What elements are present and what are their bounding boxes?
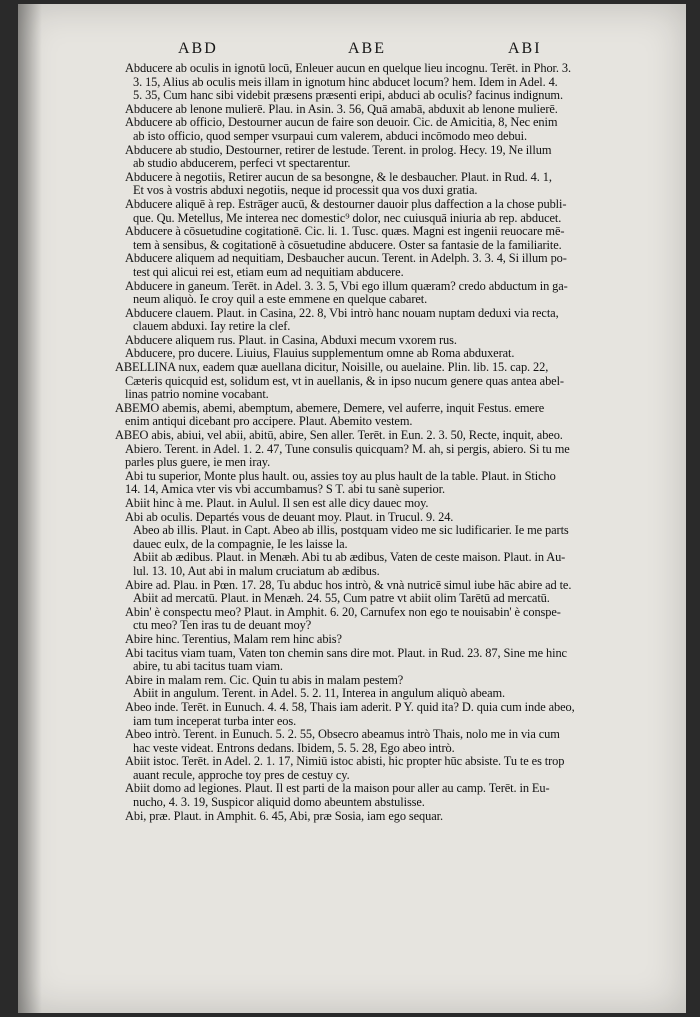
dictionary-text-column [115, 62, 675, 823]
running-head-right: ABI [508, 40, 542, 57]
text-line: Abiit ad mercatū. Plaut. in Menæh. 24. 55, Cum patre vt abiit olim Tarētū ad mercatū. [133, 592, 550, 606]
text-line: hac veste videat. Entrons dedans. Ibidem, 5. 5. 28, Ego abeo intrò. [133, 741, 455, 755]
running-head [18, 40, 686, 60]
running-head-left: ABD [178, 40, 218, 57]
text-line: Abducere ab officio, Destourner aucun de faire son deuoir. Cic. de Amicitia, 8, Nec enim [125, 116, 558, 130]
running-head-center: ABE [348, 40, 386, 57]
text-line: ABELLINA nux, eadem quæ auellana dicitur, Noisille, ou auelaine. Plin. lib. 15. cap. 22, [115, 361, 549, 375]
text-line: ABEMO abemis, abemi, abemptum, abemere, Demere, vel auferre, inquit Festus. emere [115, 401, 545, 415]
text-line: Abeo ab illis. Plaut. in Capt. Abeo ab illis, postquam video me sic ludificarier. Ie me parts [133, 524, 569, 538]
text-line: parles plus guere, ie men iray. [125, 456, 271, 470]
text-line: Abducere ab lenone mulierē. Plau. in Asin. 3. 56, Quā amabā, abduxit ab lenone mulierē. [125, 102, 558, 116]
text-line: Abiit hinc à me. Plaut. in Aulul. Il sen est alle dicy dauec moy. [125, 497, 429, 510]
text-line: lul. 13. 10, Aut abi in malum cruciatum ab ædibus. [133, 564, 380, 578]
text-line: Abiit istoc. Terēt. in Adel. 2. 1. 17, Nimiū istoc abisti, hic propter hūc absiste. Tu te es trop [125, 755, 565, 769]
text-line: Abducere clauem. Plaut. in Casina, 22. 8, Vbi intrò hanc nouam nuptam deduxi via recta, [125, 306, 559, 320]
text-line: ab studio abducerem, perfeci vt spectarentur. [133, 157, 351, 171]
text-line: que. Qu. Metellus, Me interea nec domestic⁹ dolor, nec cuiusquā iniuria ab rep. abducet. [133, 211, 562, 225]
text-line: Abiit in angulum. Terent. in Adel. 5. 2. 11, Interea in angulum aliquò abeam. [133, 687, 506, 701]
text-line: Cæteris quicquid est, solidum est, vt in auellanis, & in ipso nucum genere quas antea abel- [125, 374, 564, 388]
text-line: Abi tacitus viam tuam, Vaten ton chemin sans dire mot. Plaut. in Rud. 23. 87, Sine me hinc [125, 646, 567, 660]
text-line: Abducere à negotiis, Retirer aucun de sa besongne, & le desbaucher. Plaut. in Rud. 4. 1, [125, 170, 552, 184]
text-line: Abi, præ. Plaut. in Amphit. 6. 45, Abi, præ Sosia, iam ego sequar. [125, 809, 443, 823]
text-line: neum aliquò. Ie croy quil a este emmene en quelque cabaret. [133, 293, 428, 307]
text-line: 14. 14, Amica vter vis vbi accumbamus? S T. abi tu sanè superior. [125, 483, 445, 497]
book-page [18, 4, 686, 1013]
text-line: Abducere à cōsuetudine cogitationē. Cic. li. 1. Tusc. quæs. Magni est ingenii reuocare mē- [125, 225, 565, 239]
text-line: Abducere ab studio, Destourner, retirer de lestude. Terent. in prolog. Hecy. 19, Ne illum [125, 143, 552, 157]
text-line: Abducere aliquem rus. Plaut. in Casina, Abduxi mecum vxorem rus. [125, 333, 457, 347]
text-line: Abeo inde. Terēt. in Eunuch. 4. 4. 58, Thais iam aderit. P Y. quid ita? D. quia cum inde abeo, [125, 700, 575, 714]
text-line: Abducere aliquē à rep. Estrāger aucū, & destourner dauoir plus daffection a la chose publi- [125, 197, 567, 211]
text-line: iam tum inceperat turba inter eos. [133, 714, 297, 728]
text-line: clauem abduxi. Iay retire la clef. [133, 320, 291, 334]
text-line: Et vos à vostris abduxi negotiis, neque id processit qua vos duxi gratia. [133, 184, 478, 198]
text-line: enim antiqui dicebant pro accipere. Plaut. Abemito vestem. [125, 415, 413, 429]
text-line: Abeo intrò. Terent. in Eunuch. 5. 2. 55, Obsecro abeamus intrò Thais, nolo me in via cum [125, 728, 560, 742]
text-line: ab isto officio, quod semper vsurpaui cum valerem, abduci incōmodo meo debui. [133, 129, 527, 143]
text-line: Abiit domo ad legiones. Plaut. Il est parti de la maison pour aller au camp. Terēt. in Eu- [125, 782, 550, 796]
page-gutter-shadow [18, 4, 42, 1013]
text-line: Abire in malam rem. Cic. Quin tu abis in malam pestem? [125, 673, 404, 687]
text-line: ctu meo? Ten iras tu de deuant moy? [133, 619, 312, 633]
text-line: linas patrio nomine vocabant. [125, 388, 269, 402]
text-line: Abire hinc. Terentius, Malam rem hinc abis? [125, 632, 342, 646]
text-line: test qui alicui rei est, etiam eum ad nequitiam abducere. [133, 265, 404, 279]
text-line: dauec eulx, de la compagnie, Ie les laisse la. [133, 537, 348, 551]
text-line: abire, tu abi tacitus tuam viam. [133, 660, 283, 674]
text-line: Abiero. Terent. in Adel. 1. 2. 47, Tune consulis quicquam? M. ah, si pergis, abiero. Si tu me [125, 442, 570, 456]
text-line: nucho, 4. 3. 19, Suspicor aliquid domo abeuntem abstulisse. [133, 796, 425, 810]
text-line: auant recule, approche toy pres de cestuy cy. [133, 768, 350, 782]
text-line: Abi tu superior, Monte plus hault. ou, assies toy au plus hault de la table. Plaut. in Sticho [125, 469, 556, 483]
text-line: tem à sensibus, & cogitationē à cōsuetudine abducere. Oster sa fantasie de la familiarite. [133, 238, 562, 252]
text-line: Abin' è conspectu meo? Plaut. in Amphit. 6. 20, Carnufex non ego te nouisabin' è conspe- [125, 605, 561, 619]
text-line: Abiit ab ædibus. Plaut. in Menæh. Abi tu ab ædibus, Vaten de ceste maison. Plaut. in Au- [133, 551, 566, 565]
text-line: 5. 35, Cum hanc sibi videbit præsens præsenti eripi, abduci ab oculis? facinus indignum. [133, 89, 563, 103]
text-line: 3. 15, Alius ab oculis meis illam in ignotum hinc abducet locum? hem. Idem in Adel. 4. [133, 75, 558, 89]
text-line: Abducere ab oculis in ignotū locū, Enleuer aucun en quelque lieu incognu. Terēt. in Phor. 3. [125, 62, 571, 75]
text-line: Abire ad. Plau. in Pœn. 17. 28, Tu abduc hos intrò, & vnà nutricē simul iube hāc abire ad te. [125, 578, 572, 592]
text-line: Abducere aliquem ad nequitiam, Desbaucher aucun. Terent. in Adelph. 3. 3. 4, Si illum po- [125, 252, 567, 266]
text-line: Abducere in ganeum. Terēt. in Adel. 3. 3. 5, Vbi ego illum quæram? credo abductum in ga- [125, 279, 568, 293]
text-line: Abducere, pro ducere. Liuius, Flauius supplementum omne ab Roma abduxerat. [125, 347, 515, 361]
text-line: Abi ab oculis. Departés vous de deuant moy. Plaut. in Trucul. 9. 24. [125, 510, 454, 524]
text-line: ABEO abis, abiui, vel abii, abitū, abire, Sen aller. Terēt. in Eun. 2. 3. 50, Recte, inquit, abeo. [115, 429, 563, 443]
